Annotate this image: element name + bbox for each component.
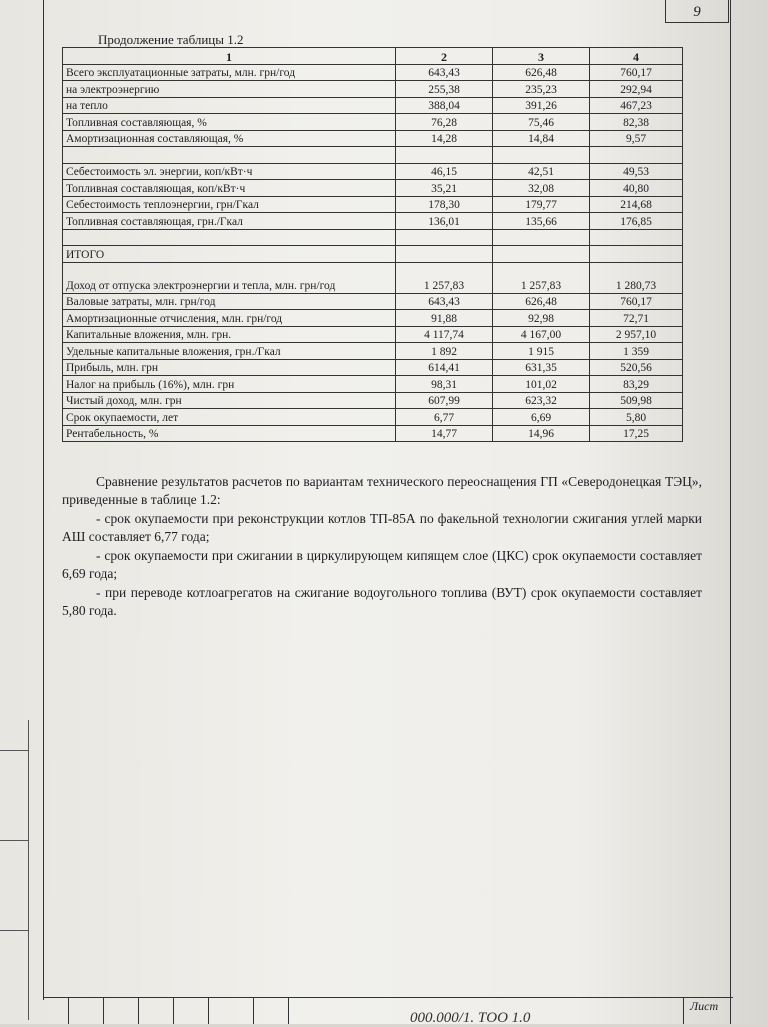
table-row	[63, 114, 683, 131]
cell-value	[590, 229, 683, 246]
row-label: Себестоимость теплоэнергии, грн/Гкал	[63, 196, 396, 213]
cell-value: 626,48	[493, 64, 590, 81]
cell-value: 643,43	[396, 293, 493, 310]
table-row	[63, 64, 683, 81]
cell-value: 388,04	[396, 97, 493, 114]
cell-value: 101,02	[493, 376, 590, 393]
paragraph-item-3: - при переводе котлоагрегатов на сжигание водоугольного топлива (ВУТ) срок окупаемости составляет 5,80 года.	[62, 585, 702, 618]
cell-value: 509,98	[590, 392, 683, 409]
cell-value	[493, 246, 590, 263]
cell-value: 83,29	[590, 376, 683, 393]
cell-value: 9,57	[590, 130, 683, 147]
cell-value: 14,84	[493, 130, 590, 147]
column-header: 3	[493, 48, 590, 65]
cell-value: 5,80	[590, 409, 683, 426]
cell-value: 72,71	[590, 310, 683, 327]
table-row	[63, 130, 683, 147]
cell-value: 1 359	[590, 343, 683, 360]
title-block	[43, 997, 733, 1024]
row-label: Рентабельность, %	[63, 425, 396, 442]
row-label: Амортизационные отчисления, млн. грн/год	[63, 310, 396, 327]
cell-value: 91,88	[396, 310, 493, 327]
cell-value: 6,77	[396, 409, 493, 426]
cell-value: 1 892	[396, 343, 493, 360]
row-label: Топливная составляющая, коп/кВт·ч	[63, 180, 396, 197]
cell-value: 46,15	[396, 163, 493, 180]
cell-value	[396, 229, 493, 246]
cell-value: 214,68	[590, 196, 683, 213]
cell-value: 520,56	[590, 359, 683, 376]
table-row	[63, 392, 683, 409]
cell-value	[396, 147, 493, 164]
row-label: Срок окупаемости, лет	[63, 409, 396, 426]
cell-value: 467,23	[590, 97, 683, 114]
row-label: Удельные капитальные вложения, грн./Гкал	[63, 343, 396, 360]
cell-value: 179,77	[493, 196, 590, 213]
table-row	[63, 229, 683, 246]
row-label: Топливная составляющая, %	[63, 114, 396, 131]
row-label: Себестоимость эл. энергии, коп/кВт·ч	[63, 163, 396, 180]
cell-value	[590, 246, 683, 263]
cell-value: 135,66	[493, 213, 590, 230]
table-row	[63, 180, 683, 197]
cell-value: 42,51	[493, 163, 590, 180]
cell-value: 49,53	[590, 163, 683, 180]
row-label: Чистый доход, млн. грн	[63, 392, 396, 409]
title-block-divider	[173, 997, 174, 1024]
side-stamp-strip	[0, 720, 29, 1020]
table-caption: Продолжение таблицы 1.2	[98, 32, 244, 47]
cell-value: 1 257,83	[396, 262, 493, 293]
cell-value: 136,01	[396, 213, 493, 230]
row-label: на тепло	[63, 97, 396, 114]
cell-value: 1 280,73	[590, 262, 683, 293]
table-row	[63, 376, 683, 393]
column-header: 1	[63, 48, 396, 65]
title-block-divider	[253, 997, 254, 1024]
cell-value: 178,30	[396, 196, 493, 213]
cell-value: 4 117,74	[396, 326, 493, 343]
table-row	[63, 425, 683, 442]
cell-value: 4 167,00	[493, 326, 590, 343]
page-number: 9	[665, 0, 729, 23]
cell-value	[396, 246, 493, 263]
cell-value: 643,43	[396, 64, 493, 81]
table-header-row	[63, 48, 683, 65]
column-header: 4	[590, 48, 683, 65]
cell-value: 292,94	[590, 81, 683, 98]
cell-value: 14,77	[396, 425, 493, 442]
row-label: на электроэнергию	[63, 81, 396, 98]
cell-value: 98,31	[396, 376, 493, 393]
title-block-divider	[103, 997, 104, 1024]
table-row	[63, 163, 683, 180]
cell-value: 631,35	[493, 359, 590, 376]
cell-value	[590, 147, 683, 164]
cell-value: 35,21	[396, 180, 493, 197]
cell-value: 75,46	[493, 114, 590, 131]
row-label: Налог на прибыль (16%), млн. грн	[63, 376, 396, 393]
frame-right-border	[730, 0, 731, 1024]
cell-value: 760,17	[590, 293, 683, 310]
cell-value: 1 257,83	[493, 262, 590, 293]
cell-value: 92,98	[493, 310, 590, 327]
side-stamp-line	[0, 750, 28, 751]
document-code: 000.000/1. ТОО 1.0	[410, 1010, 531, 1026]
table-row	[63, 81, 683, 98]
cell-value: 614,41	[396, 359, 493, 376]
row-label	[63, 147, 396, 164]
table-row	[63, 343, 683, 360]
cell-value: 82,38	[590, 114, 683, 131]
cell-value: 1 915	[493, 343, 590, 360]
table-row	[63, 147, 683, 164]
cell-value: 607,99	[396, 392, 493, 409]
row-label: Доход от отпуска электроэнергии и тепла, млн. грн/год	[63, 262, 396, 293]
table-row	[63, 246, 683, 263]
table-row	[63, 409, 683, 426]
cell-value: 626,48	[493, 293, 590, 310]
table-row	[63, 262, 683, 293]
cell-value: 255,38	[396, 81, 493, 98]
table-row	[63, 213, 683, 230]
cell-value: 76,28	[396, 114, 493, 131]
row-label: Валовые затраты, млн. грн/год	[63, 293, 396, 310]
cell-value: 623,32	[493, 392, 590, 409]
cell-value: 17,25	[590, 425, 683, 442]
cell-value: 40,80	[590, 180, 683, 197]
title-block-divider	[208, 997, 209, 1024]
cell-value: 14,28	[396, 130, 493, 147]
cell-value: 2 957,10	[590, 326, 683, 343]
cell-value: 391,26	[493, 97, 590, 114]
cell-value: 176,85	[590, 213, 683, 230]
data-table	[62, 47, 683, 442]
sheet-label: Лист	[690, 999, 719, 1013]
table-row	[63, 326, 683, 343]
table-row	[63, 359, 683, 376]
cell-value	[493, 147, 590, 164]
title-block-divider	[683, 997, 684, 1024]
cell-value: 760,17	[590, 64, 683, 81]
row-label: Амортизационная составляющая, %	[63, 130, 396, 147]
cell-value: 235,23	[493, 81, 590, 98]
title-block-divider	[288, 997, 289, 1024]
paragraph-item-1: - срок окупаемости при реконструкции котлов ТП-85А по факельной технологии сжигания углей марки АШ составляет 6,77 года;	[62, 511, 702, 544]
title-block-divider	[68, 997, 69, 1024]
row-label	[63, 229, 396, 246]
frame-left-border	[43, 0, 44, 1000]
row-label: Топливная составляющая, грн./Гкал	[63, 213, 396, 230]
side-stamp-line	[0, 930, 28, 931]
row-label: Всего эксплуатационные затраты, млн. грн/год	[63, 64, 396, 81]
cell-value: 32,08	[493, 180, 590, 197]
cell-value	[493, 229, 590, 246]
row-label: Прибыль, млн. грн	[63, 359, 396, 376]
table-row	[63, 97, 683, 114]
title-block-divider	[138, 997, 139, 1024]
side-stamp-line	[0, 840, 28, 841]
row-label: Капитальные вложения, млн. грн.	[63, 326, 396, 343]
cell-value: 6,69	[493, 409, 590, 426]
table-row	[63, 196, 683, 213]
column-header: 2	[396, 48, 493, 65]
cell-value: 14,96	[493, 425, 590, 442]
table-row	[63, 293, 683, 310]
table-row	[63, 310, 683, 327]
paragraph-intro: Сравнение результатов расчетов по вариантам технического переоснащения ГП «Северодонецкая ТЭЦ», приведенные в таблице 1.2:	[62, 474, 702, 507]
paragraph-item-2: - срок окупаемости при сжигании в циркулирующем кипящем слое (ЦКС) срок окупаемости составляет 6,69 года;	[62, 548, 702, 581]
row-label: ИТОГО	[63, 246, 396, 263]
